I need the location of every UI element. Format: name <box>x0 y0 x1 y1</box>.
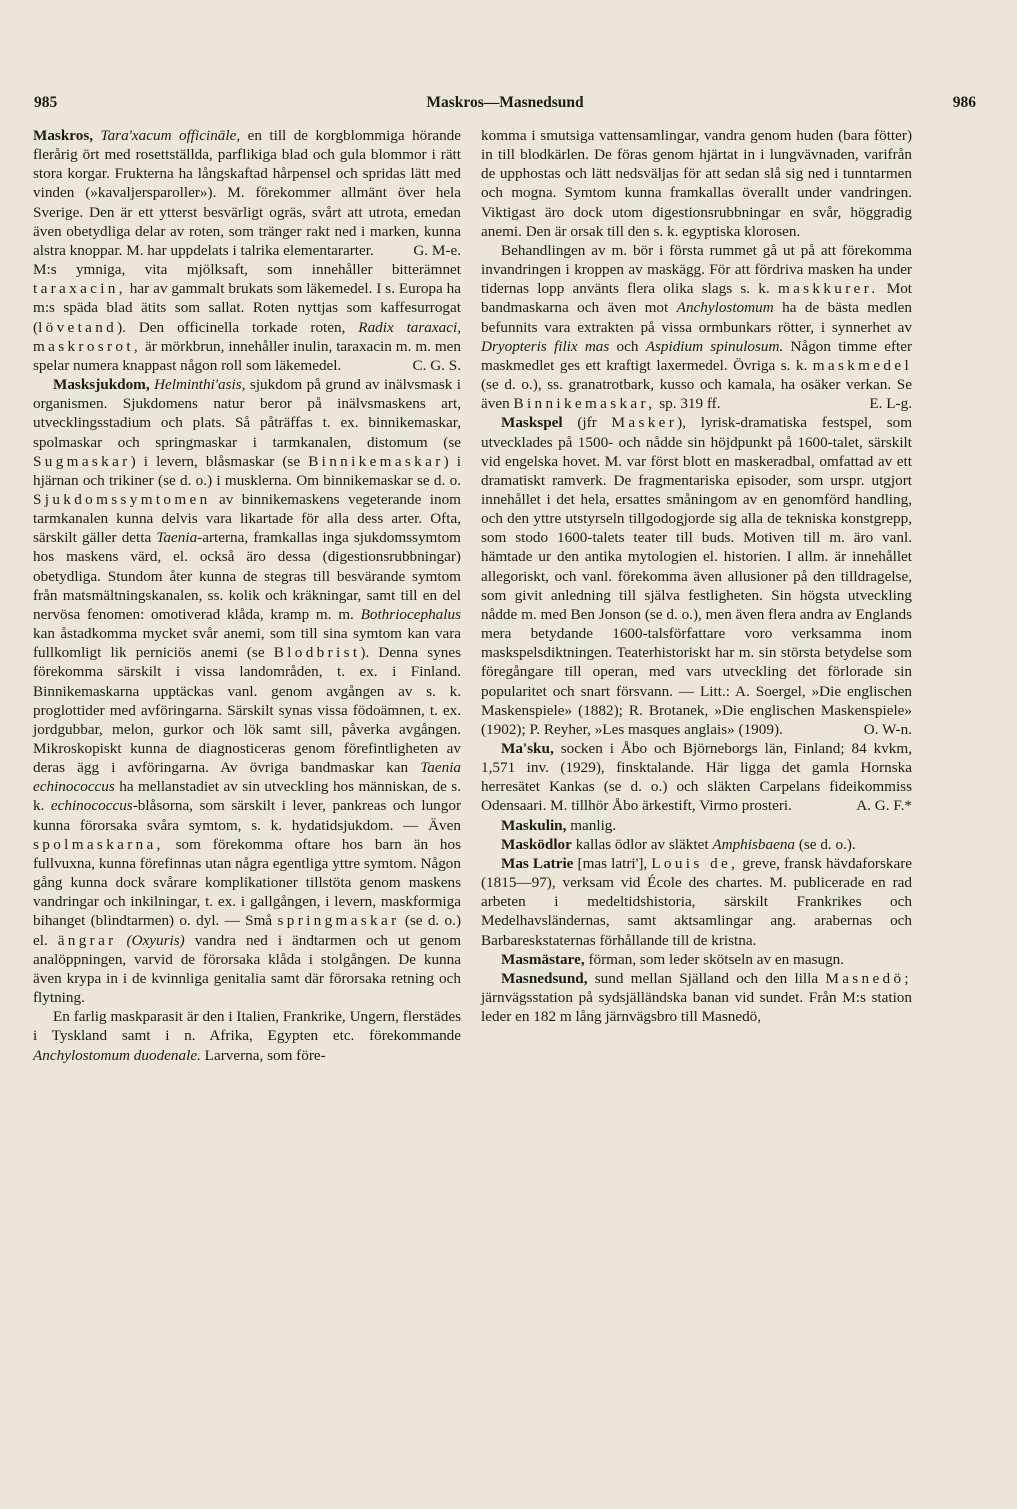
cross-reference: Binnikemaskar <box>308 452 444 470</box>
headword: Maskros, <box>33 127 94 144</box>
headword: Maskulin, <box>501 816 567 834</box>
spaced-term: ängrar <box>57 931 117 949</box>
headword: Maskspel <box>501 414 563 432</box>
latin-name: Tara'xacum officināle, <box>100 127 241 144</box>
entry-text: och <box>616 337 639 355</box>
entry-text: Larverna, som före- <box>204 1046 326 1064</box>
spaced-term: spolmaskarna, <box>33 835 164 853</box>
latin-name: Helminthi'asis, <box>154 376 246 394</box>
right-column <box>481 126 912 1026</box>
cross-reference: Blodbrist <box>273 644 361 662</box>
headword: Masmästare, <box>501 950 585 968</box>
spaced-term: taraxacin, <box>33 280 126 298</box>
entry-text: M:s ymniga, vita mjölksaft, som innehåller bitterämnet <box>33 261 461 279</box>
entry-text: ha mellanstadiet av sin utveckling hos människan, de s. k. <box>33 778 462 815</box>
spaced-term: Louis de, <box>651 854 739 872</box>
entry-masksjukdom-anchylostomum <box>33 1007 461 1064</box>
entry-text: ). Den officinella torkade roten, <box>117 318 346 336</box>
entry-maskspel <box>481 413 912 739</box>
entry-masnedsund <box>481 969 912 1026</box>
entry-text: [mas latri'], <box>577 854 648 872</box>
spaced-term: Masnedö; <box>825 969 912 987</box>
entry-text: kan åstadkomma mycket svår anemi, som till sina symtom kan vara fullkomligt lik perniciös anemi (se <box>33 625 461 662</box>
entry-text: som förekomma oftare hos barn än hos fullvuxna, kunna förefinnas utan några egentliga yttre symtom. Någon gång kunna dock svårare komplikationer tillstöta genom maskens vandringar och inkilningar, t. ex. i gallgången, i levern, maskformiga bihanget (blindtarmen) o. dyl. — Små <box>33 835 462 930</box>
cross-reference: Sugmaskar <box>33 452 131 470</box>
entry-text: ha de bästa medlen befunnits vara extrakten på vissa ormbunkars rötter, i synnerhet av <box>481 299 912 336</box>
author-signature: E. L-g. <box>869 395 912 413</box>
entry-text: förman, som leder skötseln av en masugn. <box>588 950 845 968</box>
entry-text: Behandlingen av m. bör i första rummet gå ut på att förekomma invandringen i kroppen av maskägg. För att fördriva masken ha under tidernas lopp använts flera olika slags s. k. <box>481 241 912 298</box>
entry-text: järnvägsstation på sydsjälländska banan vid sundet. Från M:s station leder en 182 m lång järnvägsbro till Masnedö, <box>481 989 912 1026</box>
entry-text: ). Denna synes förekomma särskilt i vissa landområden, t. ex. i Finland. Binnikemaskarna upptäckas vanl. genom avgången av s. k. proglottider med avföringarna. Särskilt synas vissa födoämnen, t. ex. jordgubbar, melon, gurkor och lök samt sill, påverka avgången. Mikroskopiskt kunna de diagnosticeras genom förefintligheten av deras ägg i avföringarna. Av övriga bandmaskar kan <box>33 644 461 777</box>
entry-text: sp. 319 ff. <box>659 395 721 413</box>
entry-text: sjukdom på grund av inälvsmask i organismen. Sjukdomens natur beror på inälvsmaskens art, utvecklingsstadium och plats. Så påträffas t. ex. binnikemaskar, spolmaskar och springmaskar i tarmkanalen, distomum (se <box>33 376 461 451</box>
entry-maskros-medicinal <box>33 260 461 375</box>
entry-text: ) i hjärnan och trikiner (se d. o.) i musklerna. Om binnikemaskar se d. o. <box>33 452 461 489</box>
entry-text: (se d. o.), ss. granatrotbark, kusso och kamala, ha osäker verkan. Se även <box>481 376 912 413</box>
entry-maskodlor <box>481 835 912 854</box>
entry-text: En farlig maskparasit är den i Italien, Frankrike, Ungern, flerstädes i Tyskland samt i n. Afrika, Egypten etc. förekommande <box>33 1008 461 1045</box>
cross-reference: Binnikemaskar, <box>513 395 656 413</box>
latin-name: Bothriocephalus <box>360 605 461 623</box>
author-signature: A. G. F.* <box>856 797 912 815</box>
entry-text: av binnikemaskens vegeterande inom tarmkanalen kunna delvis vara likartade för alla dess arter. Ofta, särskilt gäller detta <box>33 490 461 547</box>
entry-text: kallas ödlor av släktet <box>575 835 709 853</box>
headword: Masksjukdom, <box>53 376 150 394</box>
left-column <box>33 126 461 1065</box>
entry-text: har av gammalt brukats som läkemedel. I s. Europa ha m:s späda blad ätits som sallat. Roten nyttjas som kaffesurrogat ( <box>33 280 461 336</box>
entry-text: greve, fransk hävdaforskare (1815—97), verksam vid École des chartes. M. publicerade en rad arbeten i medeltidshistoria, särskilt Frankrikes och Medelhavsländernas, samt aktsamlingar ang. arabernas och Barbareskstaternas förhållande till de kristna. <box>481 854 913 949</box>
entry-text: komma i smutsiga vattensamlingar, vandra genom huden (bara fötter) in till blodkärlen. De föras genom hjärtat in i lungvävnaden, varifrån de upphostas och lätt nedsväljas för att sedan slå sig ned i tunntarmen och mogna. Symtom kunna framkallas överallt under vandringen. Viktigast äro dock utom digestionsrubbningar en svår, höggradig anemi. Den är orsak till den s. k. egyptiska klorosen. <box>481 127 912 240</box>
entry-text: Någon timme efter maskmedlet ges ett kraftigt laxermedel. Övriga s. k. <box>481 337 913 374</box>
headword: Mas Latrie <box>501 854 574 872</box>
entry-text: ), lyrisk-dramatiska festspel, som utvecklades på 1500- och nådde sin höjdpunkt på 1600-talet, särskilt vid engelska hovet. M. var först blott en maskeradbal, omfattad av ett dramatiskt ramverk. De fragmentariska episoder, som urspr. utgjort innehållet i det hela, ersattes småningom av en genomförd handling, och den yttre utstyrseln tillgodogjorde sig alla de tekniska konstgrepp, som stodo 1600-talets teater till buds. Motiven till m. äro vanl. hämtade ur den antika mytologien el. historien. I allm. är innehållet allegoriskt, och vanl. förekomma även allusioner på den tilldragelse, som givit anledning till själva festligheten. Sin högsta utveckling nådde m. med Ben Jonson (se d. o.), men även flera andra av Englands mera betydande 1600-talsförfattare voro verksamma inom maskspelsdiktningen. Teaterhistoriskt har m. sin största betydelse som föregångare till operan, med vars utveckling det förlorade sin popularitet och snart försvann. — Litt.: A. Soergel, »Die englischen Maskenspiele» (1882); R. Brotanek, »Die englischen Maskenspiele» (1902); P. Reyher, »Les masques anglais» (1909). <box>481 414 913 738</box>
page-header <box>34 94 976 116</box>
latin-name: Anchylostomum duodenale. <box>33 1046 201 1064</box>
cross-reference: Masker <box>611 414 678 432</box>
spaced-term: maskmedel <box>812 356 913 374</box>
entry-text: en till de korgblommiga hörande flerårig ört med rosettställda, parflikiga blad och gula blommor i rätt stora korgar. Frukterna ha långskaftad hårpensel och spridas lätt med vinden (»kavaljersparoller»). M. förekommer allmänt över hela Sverige. Den är ett ytterst besvärligt ogräs, svårt att utrota, emedan även obetydliga delar av roten, som tränger rakt ned i marken, kunna alstra knoppar. M. har uppdelats i talrika elementararter. <box>33 127 462 259</box>
entry-text: ) i levern, blåsmaskar (se <box>130 452 301 470</box>
latin-name: echinococcus <box>50 797 133 815</box>
entry-maskros <box>33 126 461 260</box>
entry-text: sund mellan Själland och den lilla <box>594 969 819 987</box>
author-signature: G. M-e. <box>413 241 461 259</box>
latin-name: Amphisbaena <box>712 835 796 853</box>
entry-text: -blåsorna, som särskilt i lever, pankreas och lungor kunna förorsaka svåra symtom, s. k. hydatidsjukdom. — Även <box>33 797 461 834</box>
entry-text: socken i Åbo och Björneborgs län, Finland; 84 kvkm, 1,571 inv. (1929), finsktalande. Här ligga det gamla Hornska herresätet Kankas (se d. o.) och släkten Carpelans fideikommiss Odensaari. M. tillhör Åbo ärkestift, Virmo prosteri. <box>481 740 912 815</box>
spaced-term: springmaskar <box>277 912 400 930</box>
entry-masksjukdom <box>33 375 461 1007</box>
latin-name: Aspidium spinulosum. <box>645 337 784 355</box>
entry-masmastare <box>481 950 912 969</box>
entry-masksjukdom-continued <box>481 126 912 241</box>
spaced-term: maskkurer. <box>777 280 879 298</box>
latin-name: Taenia echinococcus <box>33 759 462 796</box>
entry-text: (se d. o.) el. <box>33 912 461 949</box>
entry-masksjukdom-treatment <box>481 241 912 413</box>
entry-text: manlig. <box>570 816 617 834</box>
entry-text: (se d. o.). <box>798 835 856 853</box>
latin-name: Anchylostomum <box>676 299 774 317</box>
entry-maskulin <box>481 816 912 835</box>
headword: Ma'sku, <box>501 740 554 757</box>
entry-mas-latrie <box>481 854 912 950</box>
page-number-right: 986 <box>952 94 976 111</box>
latin-name: (Oxyuris) <box>126 931 185 949</box>
running-title: Maskros—Masnedsund <box>426 94 584 111</box>
entry-text: -arterna, framkallas inga sjukdomssymtom hos maskens värd, el. också äro dessa (digestionsrubbningar) obetydliga. Stundom åter kunna de stegras till besvärande symtom från matsmältningskanalen, ss. kolik och kräkningar, samt till en del nervösa fenomen: omotiverad klåda, kramp m. m. <box>33 529 461 623</box>
author-signature: C. G. S. <box>412 356 461 374</box>
page-number-left: 985 <box>34 94 58 111</box>
spaced-term: lövetand <box>38 318 118 336</box>
latin-name: Dryopteris filix mas <box>481 337 610 355</box>
headword: Masnedsund, <box>501 969 588 987</box>
spaced-term: maskrosrot, <box>33 337 142 355</box>
entry-text: vandra ned i ändtarmen och ut genom analöppningen, varvid de förorsaka klåda i stolgången. De kunna även krypa in i de kvinnliga genitalia samt där förorsaka retning och flytning. <box>33 931 462 1007</box>
entry-text: Mot bandmaskarna och även mot <box>481 280 913 317</box>
entry-text: är mörkbrun, innehåller inulin, taraxacin m. m. men spelar numera knappast någon roll som läkemedel. <box>33 337 462 374</box>
latin-name: Taenia <box>156 529 198 547</box>
entry-text: (jfr <box>577 414 597 432</box>
latin-name: Radix taraxaci, <box>358 318 461 336</box>
spaced-term: Sjukdomssymtomen <box>33 490 211 508</box>
entry-masku <box>481 739 912 816</box>
author-signature: O. W-n. <box>863 720 912 738</box>
headword: Masködlor <box>501 835 572 853</box>
